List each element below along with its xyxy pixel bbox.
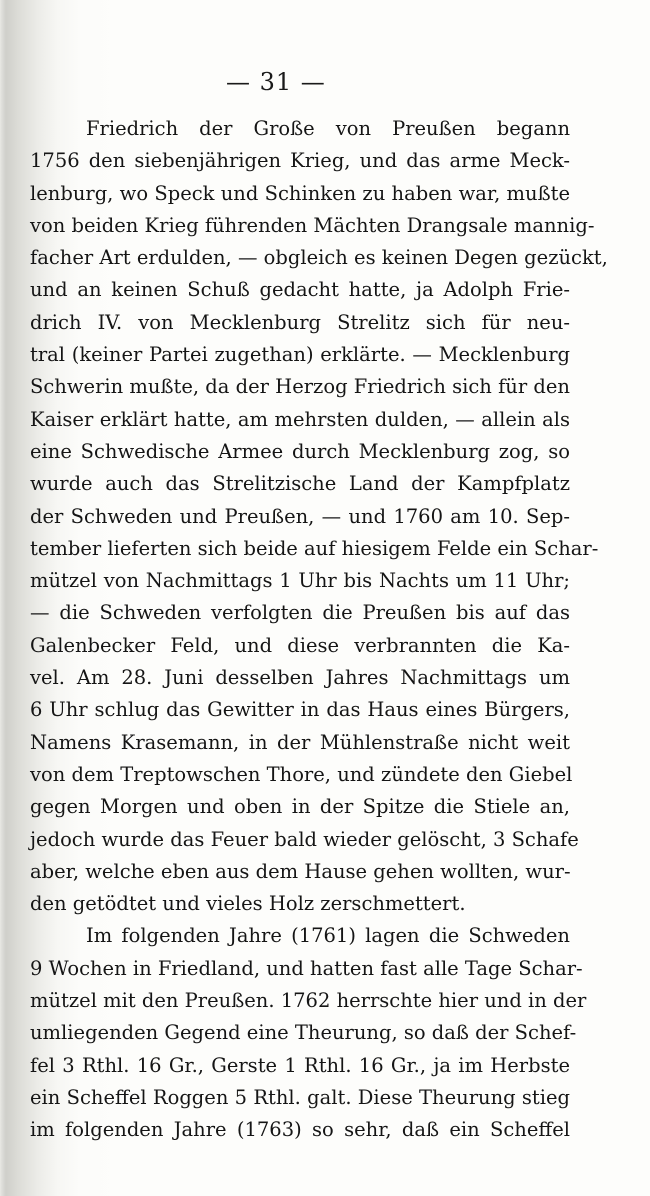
text-line: der Schweden und Preußen, — und 1760 am 10. Sep- [30,504,570,528]
text-line: 1756 den siebenjährigen Krieg, und das arme Meck- [30,149,570,173]
text-line: im folgenden Jahre (1763) so sehr, daß ein Scheffel [30,1118,570,1142]
page-number-text: — 31 — [226,68,326,96]
text-line: Friedrich der Große von Preußen begann [86,117,570,140]
text-line: tral (keiner Partei zugethan) erklärte. — Mecklenburg [30,343,570,367]
text-line: eine Schwedische Armee durch Mecklenburg zog, so [30,439,570,463]
text-line: Namens Krasemann, in der Mühlenstraße nicht weit [30,730,570,754]
text-line: wurde auch das Strelitzische Land der Kampfplatz [30,472,570,496]
text-line: Galenbecker Feld, und diese verbrannten die Ka- [30,633,570,657]
body-text [30,113,608,1147]
text-line: 6 Uhr schlug das Gewitter in das Haus eines Bürgers, [30,698,570,722]
text-line: von beiden Krieg führenden Mächten Drangsale mannig- [30,213,595,237]
text-line: — die Schweden verfolgten die Preußen bis auf das [30,601,570,625]
text-line: tember lieferten sich beide auf hiesigem Felde ein Schar- [30,536,599,560]
text-line: lenburg, wo Speck und Schinken zu haben war, mußte [30,181,570,205]
text-line: mützel mit den Preußen. 1762 herrschte hier und in der [30,989,587,1013]
text-line: vel. Am 28. Juni desselben Jahres Nachmittags um [30,666,570,690]
text-line: fel 3 Rthl. 16 Gr., Gerste 1 Rthl. 16 Gr., ja im Herbste [30,1053,570,1077]
text-line: mützel von Nachmittags 1 Uhr bis Nachts um 11 Uhr; [30,569,570,593]
text-line: Im folgenden Jahre (1761) lagen die Schweden [86,924,570,948]
text-line: Kaiser erklärt hatte, am mehrsten dulden, — allein als [30,407,570,431]
text-line: umliegenden Gegend eine Theurung, so daß der Schef- [30,1021,577,1045]
text-line: von dem Treptowschen Thore, und zündete den Giebel [30,762,573,786]
text-line: ein Scheffel Roggen 5 Rthl. galt. Diese Theurung stieg [30,1085,570,1109]
text-line: facher Art erdulden, — obgleich es keinen Degen gezückt, [30,246,608,270]
text-line: 9 Wochen in Friedland, und hatten fast alle Tage Schar- [30,956,583,980]
text-line: jedoch wurde das Feuer bald wieder gelöscht, 3 Schafe [30,827,579,851]
text-line: aber, welche eben aus dem Hause gehen wollten, wur- [30,859,571,883]
text-line: und an keinen Schuß gedacht hatte, ja Adolph Frie- [30,278,570,302]
text-line: Schwerin mußte, da der Herzog Friedrich sich für den [30,375,570,399]
text-line-last: den getödtet und vieles Holz zerschmettert. [30,892,466,916]
text-line: gegen Morgen und oben in der Spitze die Stiele an, [30,795,570,819]
text-line: drich IV. von Mecklenburg Strelitz sich für neu- [30,310,570,334]
